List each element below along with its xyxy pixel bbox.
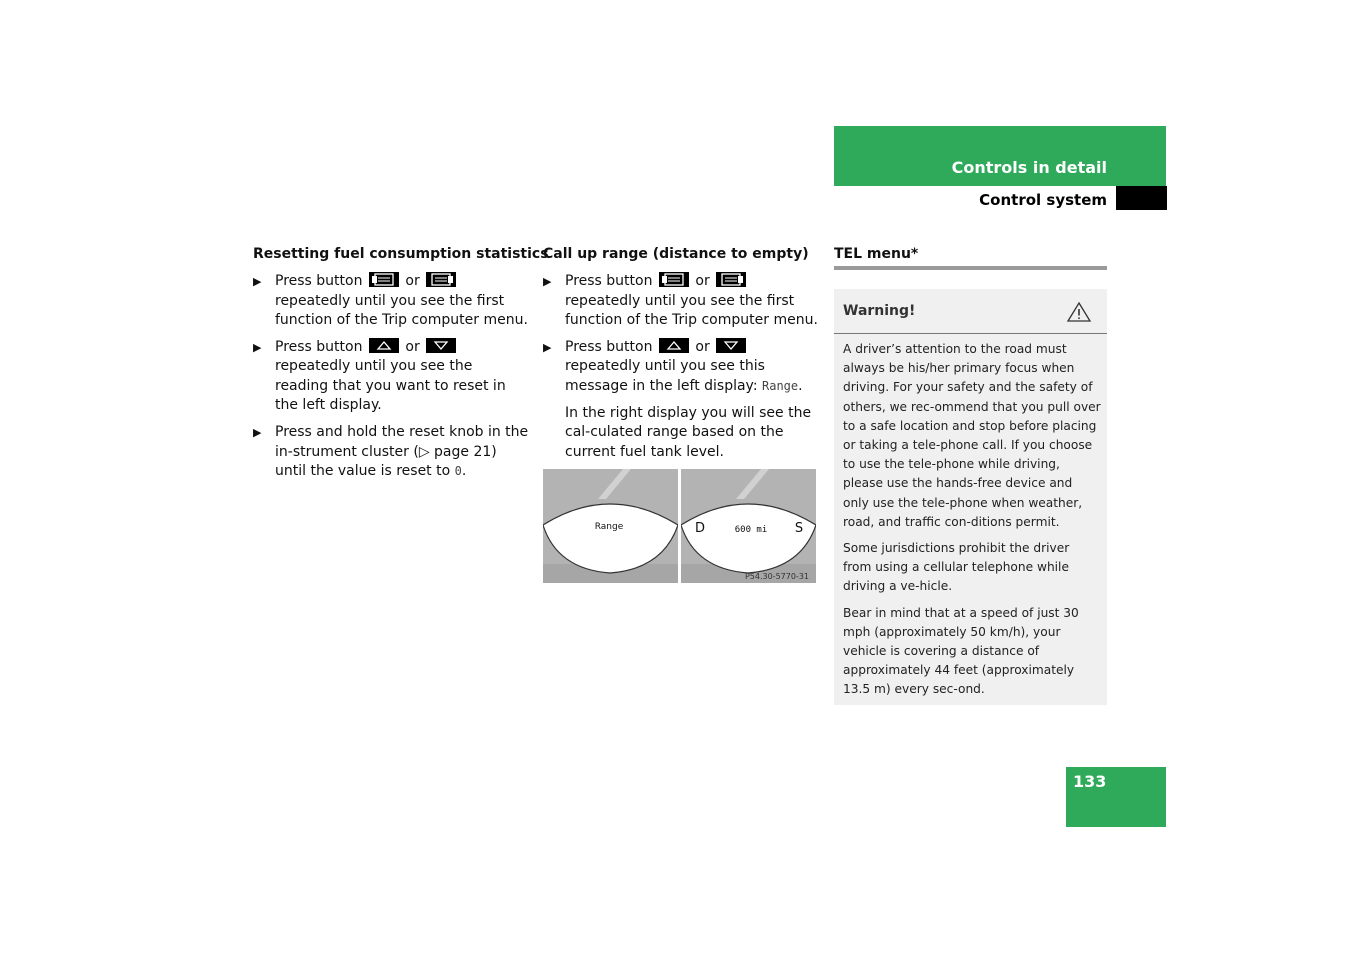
page-number: 133: [1073, 772, 1107, 791]
display-next-button-icon: [716, 272, 746, 287]
column-reset-fuel: [253, 245, 549, 489]
bullet-triangle-icon: ▶: [253, 341, 262, 355]
subsection-title: Control system: [979, 191, 1107, 209]
column-tel-menu: [834, 245, 1107, 264]
heading-rule: [834, 266, 1107, 270]
list-item: ▶ Press button or repeatedly until you see this message in the left display: Range.: [543, 339, 803, 394]
page-number-tab: [1066, 767, 1166, 827]
warning-body: [843, 340, 1101, 707]
left-display-text: Range: [594, 522, 624, 532]
list-item: ▶ Press button or repeatedly until you see the first function of the Trip computer menu.: [253, 273, 528, 328]
left-display-image: [543, 469, 678, 583]
bullet-triangle-icon: ▶: [543, 275, 552, 289]
section-title: Controls in detail: [951, 158, 1107, 177]
arrow-down-button-icon: [716, 338, 746, 353]
warning-triangle-icon: [1066, 301, 1092, 327]
list-item: ▶ Press button or repeatedly until you see the reading that you want to reset in the left display.: [253, 339, 506, 414]
right-display-image: [681, 469, 816, 583]
warning-paragraph: A driver’s attention to the road must always be his/her primary focus when driving. For your safety and the safety of others, we rec-ommend that you pull over to a safe location and stop before placing or taking a tele-phone call. If you choose to use the tele-phone while driving, please use the hands-free device and only use the tele-phone when weather, road, and traffic con-ditions permit.: [843, 342, 1101, 529]
right-display-text: 600 mi: [734, 525, 768, 535]
image-caption: P54.30-5770-31: [744, 572, 809, 581]
display-next-button-icon: [426, 272, 456, 287]
arrow-up-button-icon: [659, 338, 689, 353]
range-explanation: In the right display you will see the cal-culated range based on the current fuel tank level.: [565, 405, 812, 460]
warning-paragraph: Bear in mind that at a speed of just 30 mph (approximately 50 km/h), your vehicle is covering a distance of approximately 44 feet (approximately 13.5 m) every sec-ond.: [843, 605, 1079, 697]
heading-reset-fuel: Resetting fuel consumption statistics: [253, 246, 549, 262]
warning-title: Warning!: [843, 303, 916, 319]
gear-indicator-d: D: [694, 521, 706, 536]
display-prev-button-icon: [369, 272, 399, 287]
bullet-triangle-icon: ▶: [543, 341, 552, 355]
header-black-tab: [1116, 186, 1167, 210]
arrow-up-button-icon: [369, 338, 399, 353]
heading-range: Call up range (distance to empty): [543, 246, 809, 262]
warning-paragraph: Some jurisdictions prohibit the driver from using a cellular telephone while driving a ve-hicle.: [843, 541, 1070, 594]
list-item: ▶ Press and hold the reset knob in the in-strument cluster (▷ page 21) until the value is reset to 0.: [253, 424, 529, 479]
heading-tel-menu: TEL menu*: [834, 246, 919, 262]
header-green-band: [834, 126, 1166, 186]
gear-indicator-s: S: [794, 521, 804, 536]
warning-box: [834, 289, 1107, 705]
column-range: [543, 245, 819, 470]
bullet-triangle-icon: ▶: [253, 426, 262, 440]
warning-header: [834, 289, 1107, 334]
display-prev-button-icon: [659, 272, 689, 287]
arrow-down-button-icon: [426, 338, 456, 353]
bullet-triangle-icon: ▶: [253, 275, 262, 289]
list-item: ▶ Press button or repeatedly until you see the first function of the Trip computer menu.: [543, 273, 818, 328]
